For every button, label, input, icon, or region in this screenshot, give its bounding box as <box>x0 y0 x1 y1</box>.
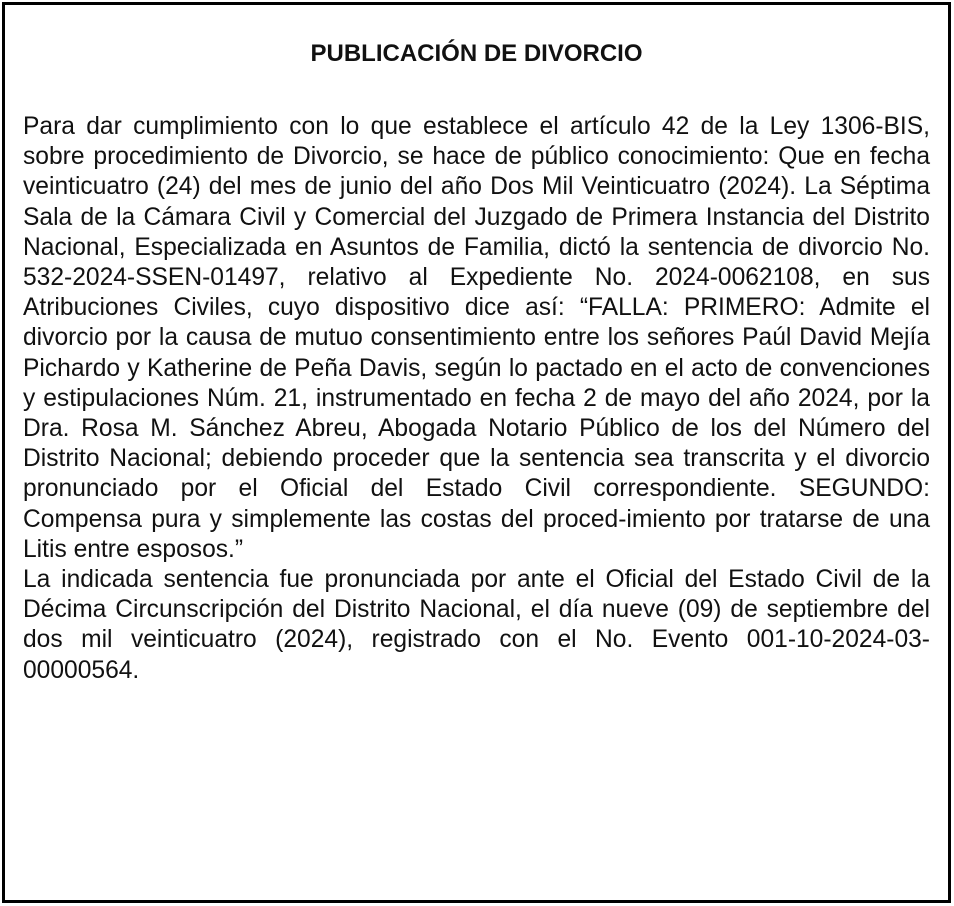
notice-frame <box>2 2 951 903</box>
notice-paragraph-registration: La indicada sentencia fue pronunciada por ante el Oficial del Estado Civil de la Décima Circunscripción del Distrito Nacional, el día nueve (09) de septiembre del dos mil veinticuatro (2024), registrado con el No. Evento 001-10-2024-03-00000564. <box>23 566 930 684</box>
notice-paragraph-ruling: Para dar cumplimiento con lo que establece el artículo 42 de la Ley 1306-BIS, sobre procedimiento de Divorcio, se hace de público conocimiento: Que en fecha veinticuatro (24) del mes de junio del año Dos Mil Veinticuatro (2024). La Séptima Sala de la Cámara Civil y Comercial del Juzgado de Primera Instancia del Distrito Nacional, Especializada en Asuntos de Familia, dictó la sentencia de divorcio No. 532-2024-SSEN-01497, relativo al Expediente No. 2024-0062108, en sus Atribuciones Civiles, cuyo dispositivo dice así: “FALLA: PRIMERO: Admite el divorcio por la causa de mutuo consentimiento entre los señores Paúl David Mejía Pichardo y Katherine de Peña Davis, según lo pactado en el acto de convenciones y estipulaciones Núm. 21, instrumentado en fecha 2 de mayo del año 2024, por la Dra. Rosa M. Sánchez Abreu, Abogada Notario Público de los del Número del Distrito Nacional; debiendo proceder que la sentencia sea transcrita y el divorcio pronunciado por el Oficial del Estado Civil correspondiente. SEGUNDO: Compensa pura y simplemente las costas del proced-imiento por tratarse de una Litis entre esposos.” <box>23 113 930 563</box>
notice-title: PUBLICACIÓN DE DIVORCIO <box>310 40 643 67</box>
notice-body <box>23 112 930 686</box>
